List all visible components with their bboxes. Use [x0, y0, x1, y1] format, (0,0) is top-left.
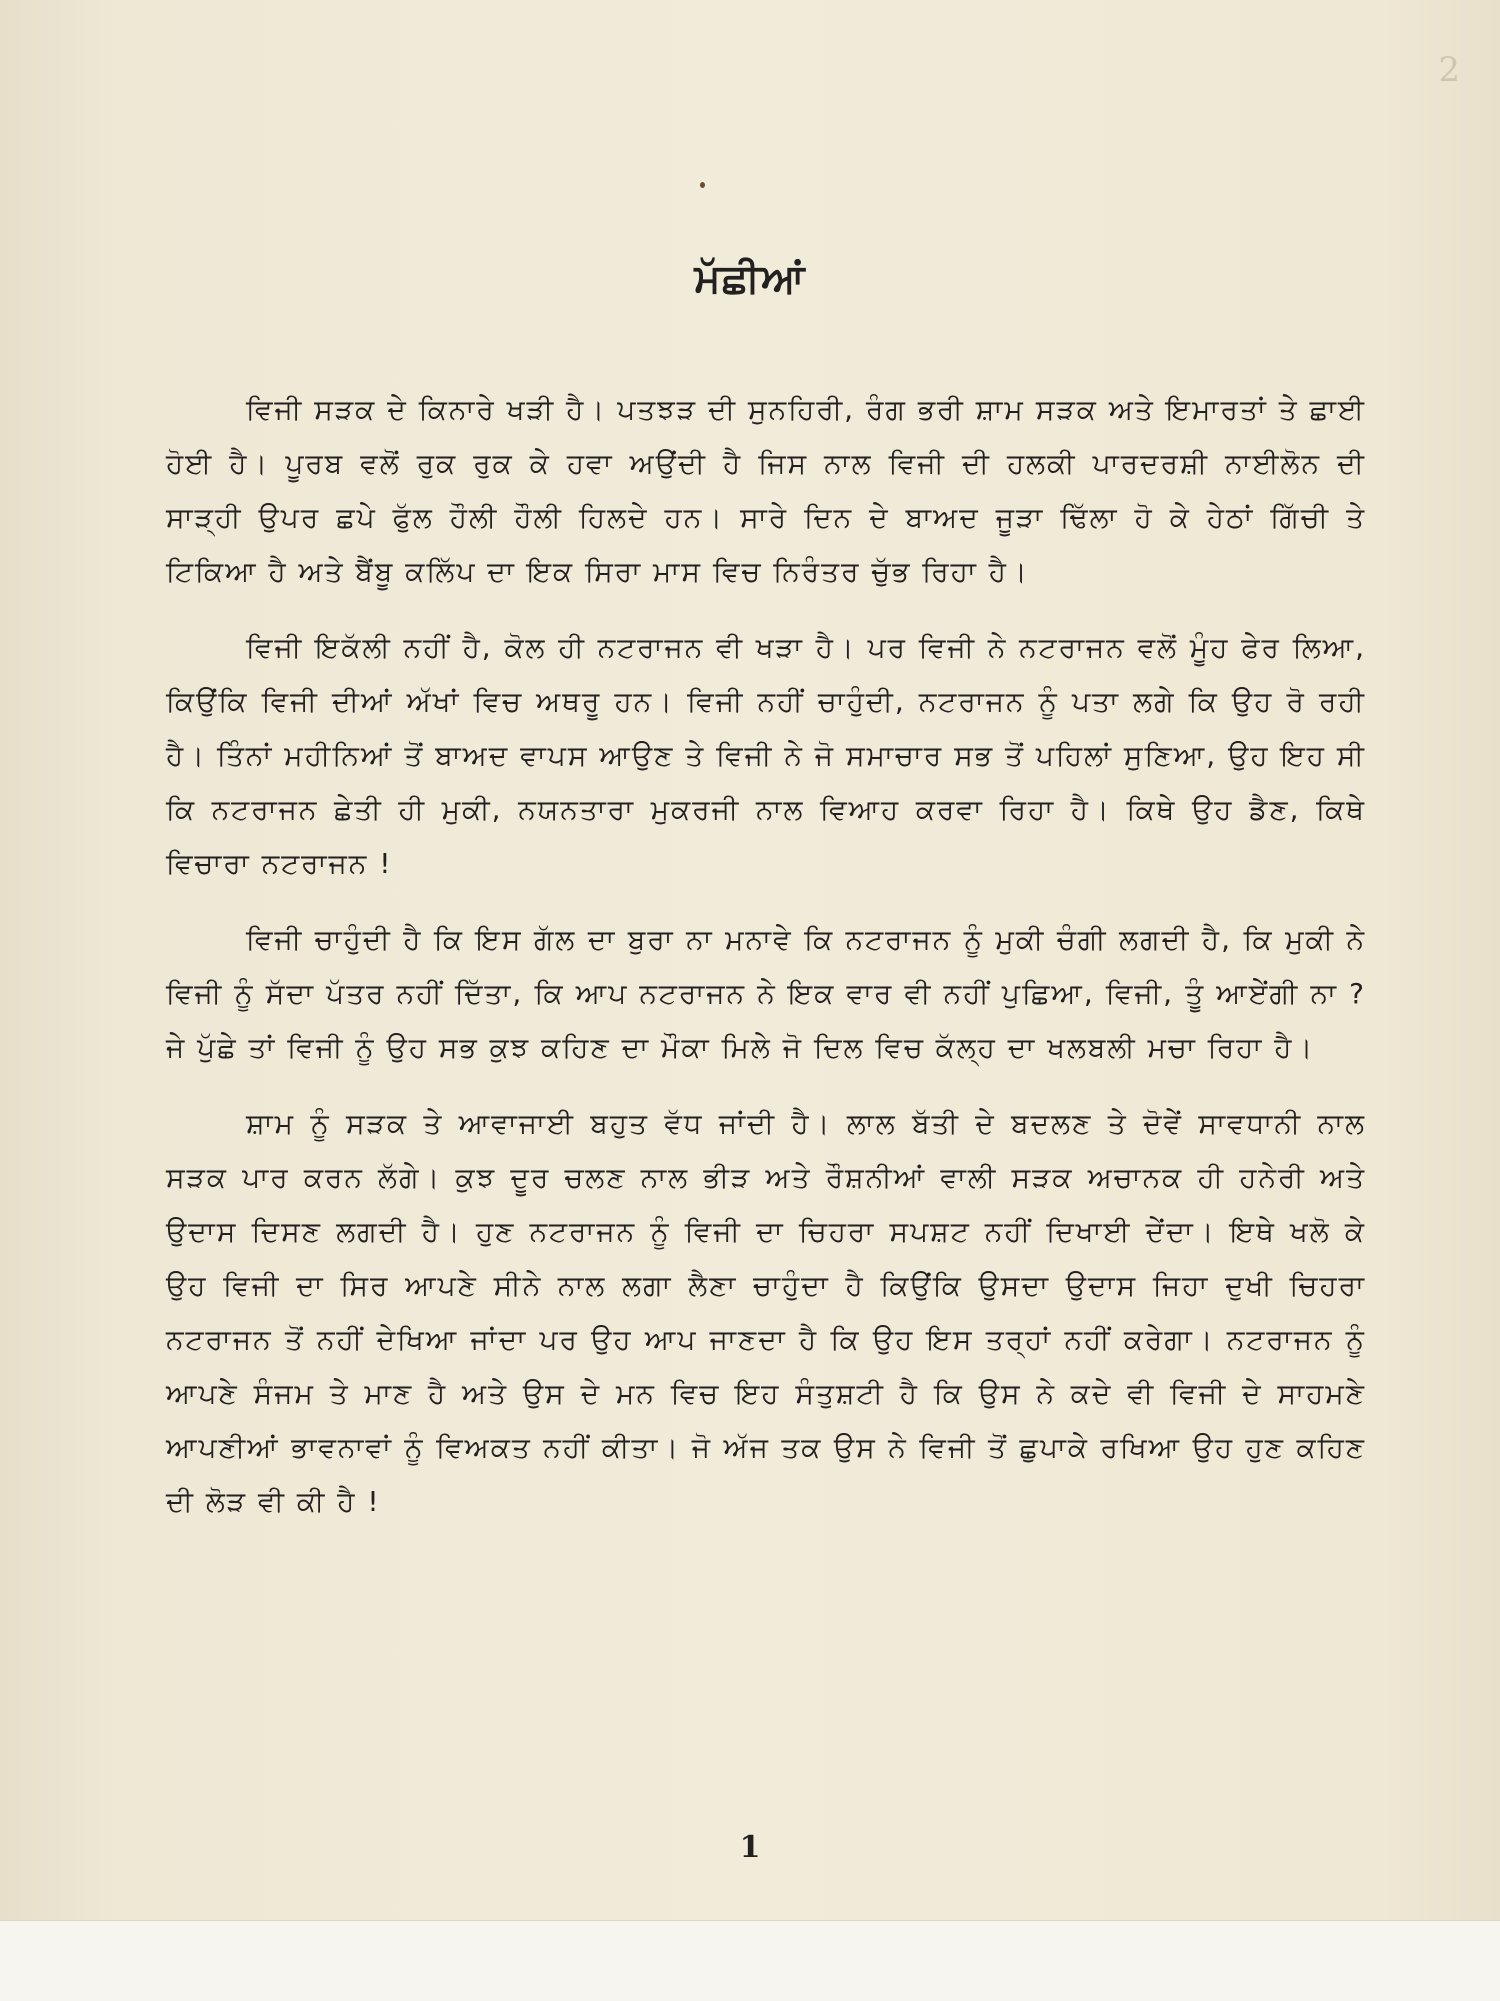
page-number: 1: [739, 1830, 761, 1865]
paragraph: ਸ਼ਾਮ ਨੂੰ ਸੜਕ ਤੇ ਆਵਾਜਾਈ ਬਹੁਤ ਵੱਧ ਜਾਂਦੀ ਹੈ। ਲਾਲ ਬੱਤੀ ਦੇ ਬਦਲਣ ਤੇ ਦੋਵੇਂ ਸਾਵਧਾਨੀ ਨਾਲ ਸੜਕ ਪਾਰ ਕਰਨ ਲੱਗੇ। ਕੁਝ ਦੂਰ ਚਲਣ ਨਾਲ ਭੀੜ ਅਤੇ ਰੌਸ਼ਨੀਆਂ ਵਾਲੀ ਸੜਕ ਅਚਾਨਕ ਹੀ ਹਨੇਰੀ ਅਤੇ ਉਦਾਸ ਦਿਸਣ ਲਗਦੀ ਹੈ। ਹੁਣ ਨਟਰਾਜਨ ਨੂੰ ਵਿਜੀ ਦਾ ਚਿਹਰਾ ਸਪਸ਼ਟ ਨਹੀਂ ਦਿਖਾਈ ਦੇਂਦਾ। ਇਥੇ ਖਲੋ ਕੇ ਉਹ ਵਿਜੀ ਦਾ ਸਿਰ ਆਪਣੇ ਸੀਨੇ ਨਾਲ ਲਗਾ ਲੈਣਾ ਚਾਹੁੰਦਾ ਹੈ ਕਿਉਂਕਿ ਉਸਦਾ ਉਦਾਸ ਜਿਹਾ ਦੁਖੀ ਚਿਹਰਾ ਨਟਰਾਜਨ ਤੋਂ ਨਹੀਂ ਦੇਖਿਆ ਜਾਂਦਾ ਪਰ ਉਹ ਆਪ ਜਾਣਦਾ ਹੈ ਕਿ ਉਹ ਇਸ ਤਰ੍ਹਾਂ ਨਹੀਂ ਕਰੇਗਾ। ਨਟਰਾਜਨ ਨੂੰ ਆਪਣੇ ਸੰਜਮ ਤੇ ਮਾਣ ਹੈ ਅਤੇ ਉਸ ਦੇ ਮਨ ਵਿਚ ਇਹ ਸੰਤੁਸ਼ਟੀ ਹੈ ਕਿ ਉਸ ਨੇ ਕਦੇ ਵੀ ਵਿਜੀ ਦੇ ਸਾਹਮਣੇ ਆਪਣੀਆਂ ਭਾਵਨਾਵਾਂ ਨੂੰ ਵਿਅਕਤ ਨਹੀਂ ਕੀਤਾ। ਜੋ ਅੱਜ ਤਕ ਉਸ ਨੇ ਵਿਜੀ ਤੋਂ ਛੁਪਾਕੇ ਰਖਿਆ ਉਹ ਹੁਣ ਕਹਿਣ ਦੀ ਲੋੜ ਵੀ ਕੀ ਹੈ !: [166, 1107, 1366, 1518]
paragraph: ਵਿਜੀ ਸੜਕ ਦੇ ਕਿਨਾਰੇ ਖੜੀ ਹੈ। ਪਤਝੜ ਦੀ ਸੁਨਹਿਰੀ, ਰੰਗ ਭਰੀ ਸ਼ਾਮ ਸੜਕ ਅਤੇ ਇਮਾਰਤਾਂ ਤੇ ਛਾਈ ਹੋਈ ਹੈ। ਪੂਰਬ ਵਲੋਂ ਰੁਕ ਰੁਕ ਕੇ ਹਵਾ ਅਉਂਦੀ ਹੈ ਜਿਸ ਨਾਲ ਵਿਜੀ ਦੀ ਹਲਕੀ ਪਾਰਦਰਸ਼ੀ ਨਾਈਲੋਨ ਦੀ ਸਾੜ੍ਹੀ ਉਪਰ ਛਪੇ ਫੁੱਲ ਹੌਲੀ ਹੌਲੀ ਹਿਲਦੇ ਹਨ। ਸਾਰੇ ਦਿਨ ਦੇ ਬਾਅਦ ਜੂੜਾ ਢਿੱਲਾ ਹੋ ਕੇ ਹੇਠਾਂ ਗਿੱਚੀ ਤੇ ਟਿਕਿਆ ਹੈ ਅਤੇ ਬੈਂਬੂ ਕਲਿੱਪ ਦਾ ਇਕ ਸਿਰਾ ਮਾਸ ਵਿਚ ਨਿਰੰਤਰ ਚੁੱਭ ਰਿਹਾ ਹੈ।: [166, 393, 1366, 588]
running-page-number: 2: [1438, 50, 1460, 90]
paragraph: ਵਿਜੀ ਚਾਹੁੰਦੀ ਹੈ ਕਿ ਇਸ ਗੱਲ ਦਾ ਬੁਰਾ ਨਾ ਮਨਾਵੇ ਕਿ ਨਟਰਾਜਨ ਨੂੰ ਮੁਕੀ ਚੰਗੀ ਲਗਦੀ ਹੈ, ਕਿ ਮੁਕੀ ਨੇ ਵਿਜੀ ਨੂੰ ਸੱਦਾ ਪੱਤਰ ਨਹੀਂ ਦਿੱਤਾ, ਕਿ ਆਪ ਨਟਰਾਜਨ ਨੇ ਇਕ ਵਾਰ ਵੀ ਨਹੀਂ ਪੁਛਿਆ, ਵਿਜੀ, ਤੂੰ ਆਏਂਗੀ ਨਾ ? ਜੇ ਪੁੱਛੇ ਤਾਂ ਵਿਜੀ ਨੂੰ ਉਹ ਸਭ ਕੁਝ ਕਹਿਣ ਦਾ ਮੌਕਾ ਮਿਲੇ ਜੋ ਦਿਲ ਵਿਚ ਕੱਲ੍ਹ ਦਾ ਖਲਬਲੀ ਮਚਾ ਰਿਹਾ ਹੈ।: [166, 923, 1366, 1064]
ink-speck: [700, 182, 705, 188]
story-body: [166, 383, 1366, 1551]
paragraph: ਵਿਜੀ ਇਕੱਲੀ ਨਹੀਂ ਹੈ, ਕੋਲ ਹੀ ਨਟਰਾਜਨ ਵੀ ਖੜਾ ਹੈ। ਪਰ ਵਿਜੀ ਨੇ ਨਟਰਾਜਨ ਵਲੋਂ ਮੂੰਹ ਫੇਰ ਲਿਆ, ਕਿਉਂਕਿ ਵਿਜੀ ਦੀਆਂ ਅੱਖਾਂ ਵਿਚ ਅਥਰੂ ਹਨ। ਵਿਜੀ ਨਹੀਂ ਚਾਹੁੰਦੀ, ਨਟਰਾਜਨ ਨੂੰ ਪਤਾ ਲਗੇ ਕਿ ਉਹ ਰੋ ਰਹੀ ਹੈ। ਤਿੰਨਾਂ ਮਹੀਨਿਆਂ ਤੋਂ ਬਾਅਦ ਵਾਪਸ ਆਉਣ ਤੇ ਵਿਜੀ ਨੇ ਜੋ ਸਮਾਚਾਰ ਸਭ ਤੋਂ ਪਹਿਲਾਂ ਸੁਣਿਆ, ਉਹ ਇਹ ਸੀ ਕਿ ਨਟਰਾਜਨ ਛੇਤੀ ਹੀ ਮੁਕੀ, ਨਯਨਤਾਰਾ ਮੁਕਰਜੀ ਨਾਲ ਵਿਆਹ ਕਰਵਾ ਰਿਹਾ ਹੈ। ਕਿਥੇ ਉਹ ਡੈਣ, ਕਿਥੇ ਵਿਚਾਰਾ ਨਟਰਾਜਨ !: [166, 631, 1366, 880]
scan-bottom-strip: [0, 1920, 1500, 2001]
story-title: ਮੱਛੀਆਂ: [694, 256, 806, 302]
